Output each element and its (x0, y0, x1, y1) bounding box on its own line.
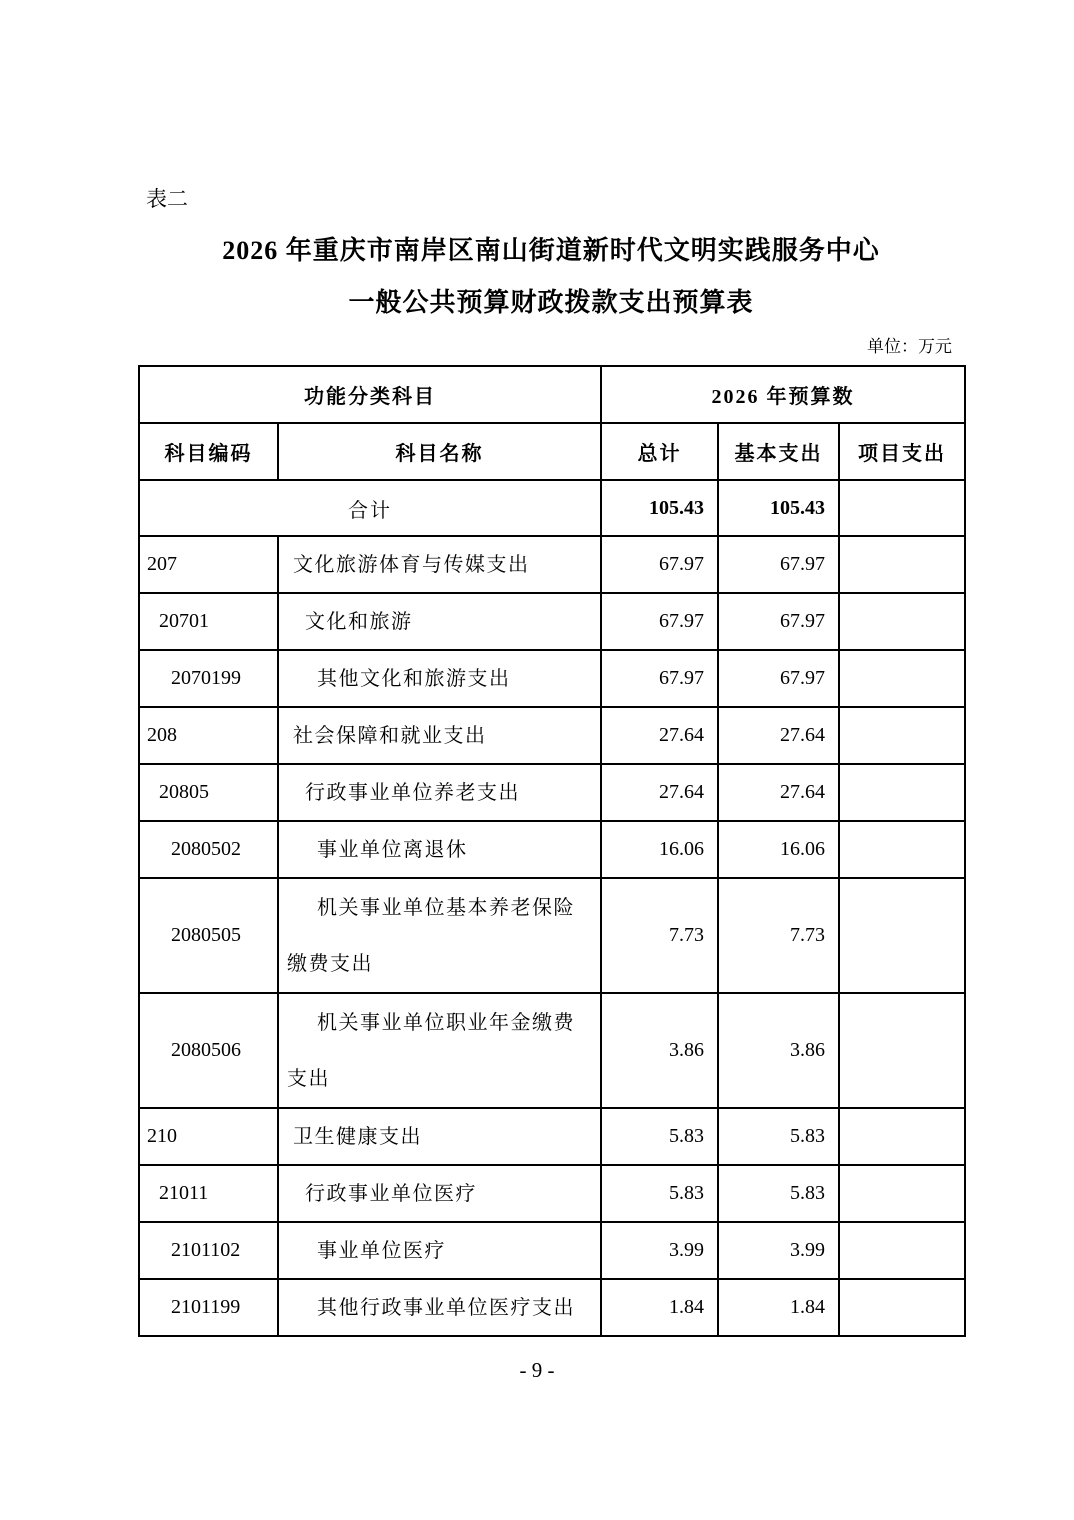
subject-name-cell: 事业单位离退休 (278, 821, 601, 878)
basic-cell: 27.64 (718, 707, 839, 764)
table-row (139, 707, 965, 764)
table-label: 表二 (146, 187, 188, 211)
subject-code-cell: 208 (139, 707, 278, 764)
subject-name-cell: 行政事业单位医疗 (278, 1165, 601, 1222)
subject-code-cell: 207 (139, 536, 278, 593)
project-cell (839, 878, 965, 993)
subject-code-cell: 20805 (139, 764, 278, 821)
grand-total-label: 合计 (139, 480, 601, 536)
page-content (138, 0, 964, 1337)
subject-name-cell: 其他文化和旅游支出 (278, 650, 601, 707)
table-row (139, 1279, 965, 1336)
total-cell: 5.83 (601, 1165, 718, 1222)
total-cell: 67.97 (601, 593, 718, 650)
grand-total-project-cell (839, 480, 965, 536)
subject-name-cell: 卫生健康支出 (278, 1108, 601, 1165)
project-cell (839, 707, 965, 764)
subject-name-cell: 其他行政事业单位医疗支出 (278, 1279, 601, 1336)
table-row (139, 821, 965, 878)
table-row (139, 593, 965, 650)
header-budget-group: 2026 年预算数 (601, 366, 965, 423)
total-cell: 5.83 (601, 1108, 718, 1165)
budget-table (138, 365, 966, 1337)
project-cell (839, 593, 965, 650)
basic-cell: 16.06 (718, 821, 839, 878)
table-row (139, 1108, 965, 1165)
total-cell: 3.99 (601, 1222, 718, 1279)
project-cell (839, 821, 965, 878)
subject-code-cell: 2080505 (139, 878, 278, 993)
subject-code-cell: 20701 (139, 593, 278, 650)
subject-code-cell: 2080502 (139, 821, 278, 878)
subject-name-cell: 文化旅游体育与传媒支出 (278, 536, 601, 593)
total-cell: 67.97 (601, 536, 718, 593)
basic-cell: 3.99 (718, 1222, 839, 1279)
subject-name-cell: 行政事业单位养老支出 (278, 764, 601, 821)
table-row (139, 764, 965, 821)
table-row (139, 650, 965, 707)
basic-cell: 5.83 (718, 1165, 839, 1222)
subject-code-cell: 21011 (139, 1165, 278, 1222)
basic-cell: 67.97 (718, 593, 839, 650)
basic-cell: 27.64 (718, 764, 839, 821)
page-number: - 9 - (519, 1358, 555, 1382)
header-columns-row (139, 423, 965, 480)
total-cell: 27.64 (601, 764, 718, 821)
subject-name-cell: 机关事业单位基本养老保险缴费支出 (278, 878, 601, 993)
subject-code-cell: 2070199 (139, 650, 278, 707)
basic-cell: 67.97 (718, 650, 839, 707)
basic-cell: 7.73 (718, 878, 839, 993)
header-basic-expenditure: 基本支出 (718, 423, 839, 480)
subject-code-cell: 2101199 (139, 1279, 278, 1336)
project-cell (839, 764, 965, 821)
document-title-line2: 一般公共预算财政拨款支出预算表 (348, 288, 754, 317)
total-cell: 1.84 (601, 1279, 718, 1336)
basic-cell: 67.97 (718, 536, 839, 593)
grand-total-row (139, 480, 965, 536)
header-subject-code: 科目编码 (139, 423, 278, 480)
project-cell (839, 1165, 965, 1222)
project-cell (839, 536, 965, 593)
project-cell (839, 1279, 965, 1336)
subject-name-cell: 文化和旅游 (278, 593, 601, 650)
project-cell (839, 650, 965, 707)
subject-code-cell: 2080506 (139, 993, 278, 1108)
document-title-line1: 2026 年重庆市南岸区南山街道新时代文明实践服务中心 (222, 236, 880, 265)
table-row (139, 1165, 965, 1222)
total-cell: 27.64 (601, 707, 718, 764)
total-cell: 67.97 (601, 650, 718, 707)
grand-total-total-cell: 105.43 (601, 480, 718, 536)
basic-cell: 1.84 (718, 1279, 839, 1336)
subject-code-cell: 210 (139, 1108, 278, 1165)
subject-name-cell: 社会保障和就业支出 (278, 707, 601, 764)
total-cell: 16.06 (601, 821, 718, 878)
header-function-group: 功能分类科目 (139, 366, 601, 423)
basic-cell: 5.83 (718, 1108, 839, 1165)
total-cell: 7.73 (601, 878, 718, 993)
header-total: 总计 (601, 423, 718, 480)
table-row (139, 1222, 965, 1279)
subject-name-cell: 事业单位医疗 (278, 1222, 601, 1279)
header-subject-name: 科目名称 (278, 423, 601, 480)
header-group-row (139, 366, 965, 423)
subject-code-cell: 2101102 (139, 1222, 278, 1279)
project-cell (839, 1222, 965, 1279)
total-cell: 3.86 (601, 993, 718, 1108)
table-row (139, 993, 965, 1108)
table-body (139, 480, 965, 1336)
unit-note: 单位：万元 (867, 337, 952, 356)
header-project-expenditure: 项目支出 (839, 423, 965, 480)
subject-name-cell: 机关事业单位职业年金缴费支出 (278, 993, 601, 1108)
project-cell (839, 993, 965, 1108)
project-cell (839, 1108, 965, 1165)
table-row (139, 878, 965, 993)
basic-cell: 3.86 (718, 993, 839, 1108)
table-row (139, 536, 965, 593)
grand-total-basic-cell: 105.43 (718, 480, 839, 536)
